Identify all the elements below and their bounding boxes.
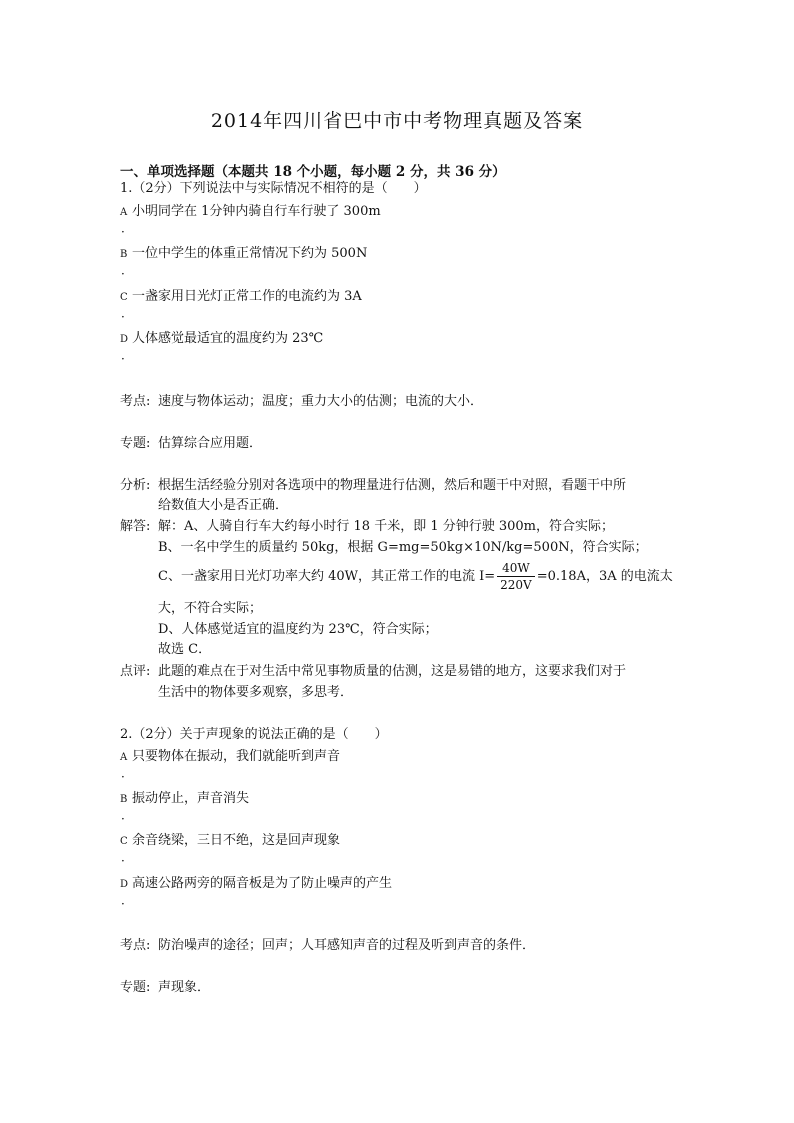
q1-jieda-c-line2: 大，不符合实际； [158,601,263,616]
fraction [497,560,535,593]
section-heading: 一、单项选择题（本题共 18 个小题，每小题 2 分，共 36 分） [120,164,506,180]
option-letter: C [120,292,128,303]
option-text: 余音绕梁，三日不绝，这是回声现象 [132,833,341,848]
q1-fenxi-line2: 给数值大小是否正确． [158,498,289,513]
q1-stem: 1.（2分）下列说法中与实际情况不相符的是（ ） [120,181,427,196]
option-dot: · [121,310,125,324]
q1-dianping-line2: 生活中的物体要多观察，多思考． [158,685,354,700]
option-text: 只要物体在振动，我们就能听到声音 [132,749,341,764]
option-text: 人体感觉最适宜的温度约为 23℃ [132,331,324,346]
fraction-denominator: 220V [500,578,532,592]
option-text: 振动停止，声音消失 [132,791,250,806]
q2-zhuanti: 声现象． [158,980,211,995]
jieda-c-pre: C、一盏家用日光灯功率大约 40W，其正常工作的电流 I= [158,569,496,584]
option-dot: · [121,897,125,911]
q1-fenxi-line1: 根据生活经验分别对各选项中的物理量进行估测，然后和题干中对照，看题干中所 [158,478,627,493]
option-text: 高速公路两旁的隔音板是为了防止噪声的产生 [132,876,393,891]
q2-option-b [120,790,249,809]
option-letter: B [120,249,128,260]
q1-jieda-d: D、人体感觉适宜的温度约为 23℃，符合实际； [158,622,438,637]
option-text: 小明同学在 1分钟内骑自行车行驶了 300m [132,204,381,219]
option-dot: · [121,225,125,239]
q2-stem: 2.（2分）关于声现象的说法正确的是（ ） [120,727,388,742]
q1-jieda-label: 解答: [120,519,151,534]
option-letter: A [120,752,128,763]
q2-kaodian-label: 考点: [120,938,151,953]
q1-jieda-b: B、一名中学生的质量约 50kg，根据 G=mg=50kg×10N/kg=500N，符合实际； [158,540,648,555]
option-letter: D [120,334,129,345]
option-letter: C [120,836,128,847]
q1-fenxi-label: 分析: [120,478,151,493]
q1-dianping-label: 点评: [120,664,151,679]
option-letter: A [120,207,128,218]
option-text: 一盏家用日光灯正常工作的电流约为 3A [132,289,362,304]
q2-kaodian: 防治噪声的途径；回声；人耳感知声音的过程及听到声音的条件． [158,938,536,953]
q1-jieda-end: 故选 C． [158,642,212,657]
option-dot: · [121,352,125,366]
option-letter: D [120,879,129,890]
q1-jieda-c [158,560,673,593]
option-dot: · [121,812,125,826]
q1-option-c [120,288,362,307]
option-dot: · [121,854,125,868]
option-dot: · [121,267,125,281]
fraction-numerator: 40W [497,560,535,577]
q1-jieda-a: 解：A、人骑自行车大约每小时行 18 千米，即 1 分钟行驶 300m，符合实际； [158,519,615,534]
q1-option-a [120,203,381,222]
q1-kaodian-label: 考点: [120,394,151,409]
jieda-c-post: =0.18A，3A 的电流太 [536,569,673,584]
q1-zhuanti-label: 专题: [120,436,151,451]
page-title: 2014年四川省巴中市中考物理真题及答案 [210,110,584,132]
q1-kaodian: 速度与物体运动；温度；重力大小的估测；电流的大小． [158,394,484,409]
q1-zhuanti: 估算综合应用题． [158,436,263,451]
option-letter: B [120,794,128,805]
q1-option-b [120,245,367,264]
q2-option-c [120,832,340,851]
q1-option-d [120,330,323,349]
q2-zhuanti-label: 专题: [120,980,151,995]
option-dot: · [121,770,125,784]
q2-option-d [120,875,392,894]
option-text: 一位中学生的体重正常情况下约为 500N [132,246,368,261]
q1-dianping-line1: 此题的难点在于对生活中常见事物质量的估测，这是易错的地方，这要求我们对于 [158,664,627,679]
q2-option-a [120,748,340,767]
